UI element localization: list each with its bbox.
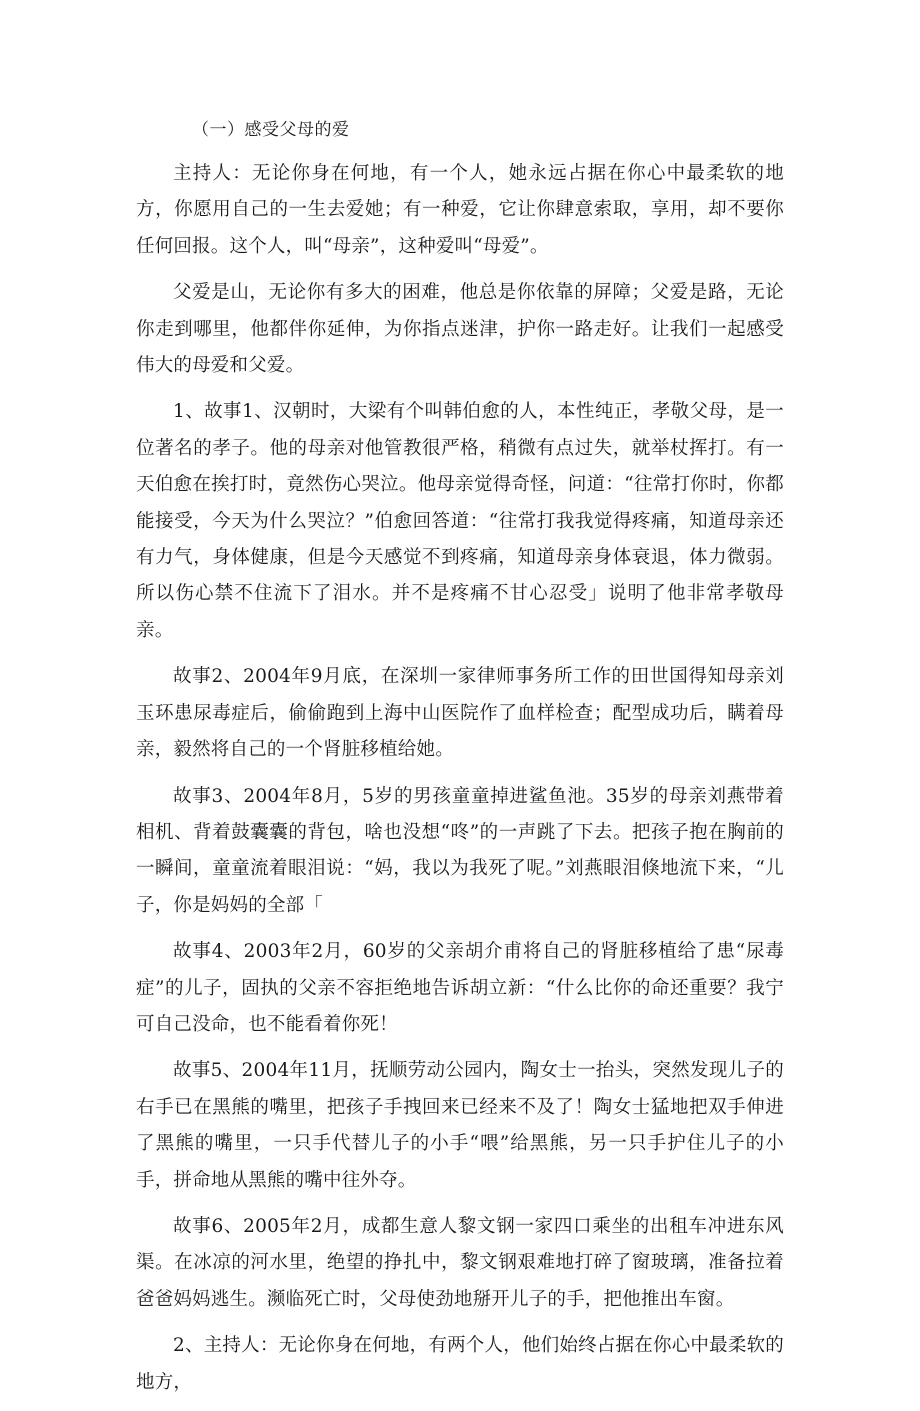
- paragraph-intro-father: 父爱是山，无论你有多大的困难，他总是你依靠的屏障；父爱是路，无论你走到哪里，他都伴你延伸，为你指点迷津，护你一路走好。让我们一起感受伟大的母爱和父爱。: [136, 282, 784, 377]
- paragraph-story-3: 故事3、2004年8月，5岁的男孩童童掉进鲨鱼池。35岁的母亲刘燕带着相机、背着鼓囊囊的背包，啥也没想“咚”的一声跳了下去。把孩子抱在胸前的一瞬间，童童流着眼泪说：“妈，我以为我死了呢。”刘燕眼泪倏地流下来，“儿子，你是妈妈的全部「: [136, 785, 784, 916]
- paragraph-story-4: 故事4、2003年2月，60岁的父亲胡介甫将自己的肾脏移植给了患“尿毒症”的儿子，固执的父亲不容拒绝地告诉胡立新：“什么比你的命还重要？我宁可自己没命，也不能看着你死！: [136, 941, 784, 1035]
- document-body: [136, 112, 784, 1411]
- section-title: （一）感受父母的爱: [192, 120, 350, 140]
- paragraph-story-6: 故事6、2005年2月，成都生意人黎文钢一家四口乘坐的出租车冲进东风渠。在冰凉的河水里，绝望的挣扎中，黎文钢艰难地打碎了窗玻璃，准备拉着爸爸妈妈逃生。濒临死亡时，父母使劲地掰开儿子的手，把他推出车窗。: [136, 1215, 784, 1310]
- paragraph-story-5: 故事5、2004年11月，抚顺劳动公园内，陶女士一抬头，突然发现儿子的右手已在黑熊的嘴里，把孩子手拽回来已经来不及了！陶女士猛地把双手伸进了黑熊的嘴里，一只手代替儿子的小手“喂”给黑熊，另一只手护住儿子的小手，拼命地从黑熊的嘴中往外夺。: [136, 1060, 784, 1191]
- paragraph-story-2: 故事2、2004年9月底，在深圳一家律师事务所工作的田世国得知母亲刘玉环患尿毒症后，偷偷跑到上海中山医院作了血样检查；配型成功后，瞒着母亲，毅然将自己的一个肾脏移植给她。: [136, 666, 784, 761]
- paragraph-host-2: 2、主持人：无论你身在何地，有两个人，他们始终占据在你心中最柔软的地方，: [136, 1335, 784, 1393]
- paragraph-intro-mother: 主持人：无论你身在何地，有一个人，她永远占据在你心中最柔软的地方，你愿用自己的一生去爱她；有一种爱，它让你肆意索取，享用，却不要你任何回报。这个人，叫“母亲”，这种爱叫“母爱”。: [136, 163, 784, 257]
- paragraph-story-1: 1、故事1、汉朝时，大梁有个叫韩伯愈的人，本性纯正，孝敬父母，是一位著名的孝子。他的母亲对他管教很严格，稍微有点过失，就举杖挥打。有一天伯愈在挨打时，竟然伤心哭泣。他母亲觉得奇怪，问道：“往常打你时，你都能接受，今天为什么哭泣？”伯愈回答道：“往常打我我觉得疼痛，知道母亲还有力气，身体健康，但是今天感觉不到疼痛，知道母亲身体衰退，体力微弱。所以伤心禁不住流下了泪水。并不是疼痛不甘心忍受」说明了他非常孝敬母亲。: [136, 401, 784, 641]
